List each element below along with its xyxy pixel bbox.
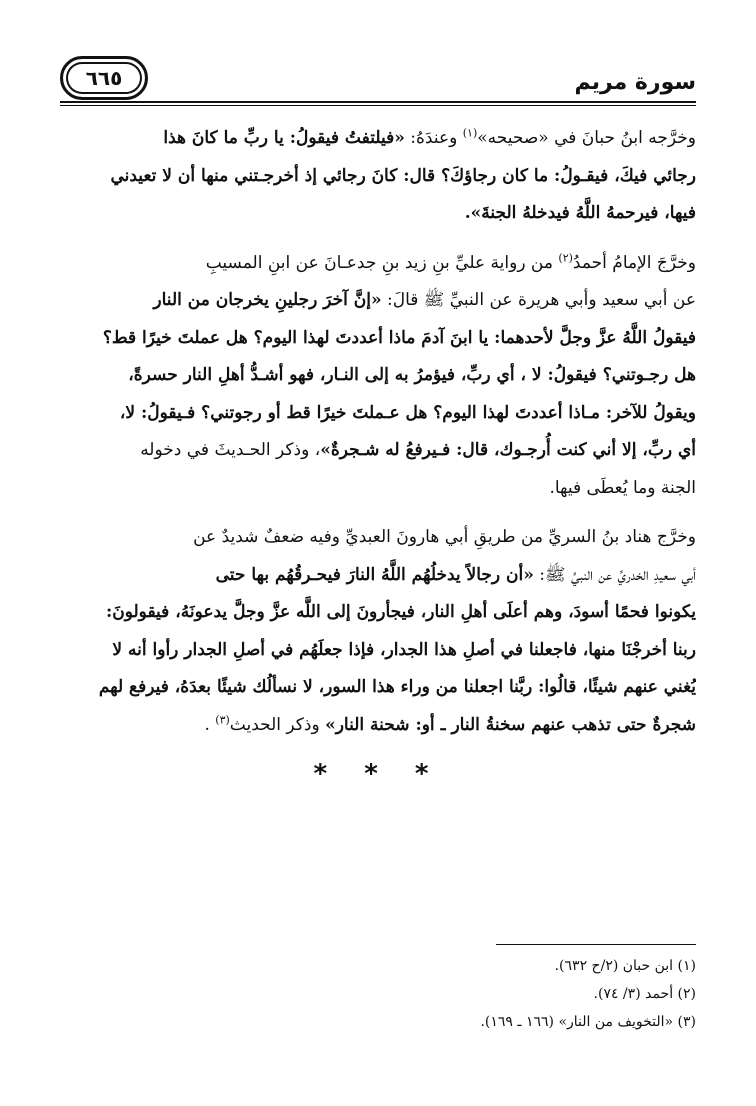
text-span: من رواية عليِّ بنِ زيد بنِ جدعـانَ عن ابنِ المسيبِ xyxy=(205,252,559,273)
text-line xyxy=(60,120,696,158)
hadith-line: رجائي فيكَ، فيقـولُ: ما كان رجاؤكَ؟ قال: كانَ رجائي إذ أخرجـتني منها أن لا تعيدني xyxy=(110,165,696,186)
hadith-line: يكونوا فحمًا أسودَ، وهم أعلَى أهلِ النار، فيجأرونَ إلى اللَّه عزَّ وجلَّ يدعونَهُ، فيقولونَ: xyxy=(105,602,696,622)
text-line xyxy=(60,432,696,470)
footnote-ref-2: (٢) xyxy=(558,250,573,264)
body-text xyxy=(60,120,696,796)
hadith-line: فيها، فيرحمهُ اللَّهُ فيدخلهُ الجنةَ». xyxy=(464,203,696,223)
text-span: وعندَهُ: xyxy=(404,128,463,148)
text-span: وخرَّجَ الإمامُ أحمدُ xyxy=(572,252,696,273)
book-page xyxy=(60,58,696,1106)
section-separator: * * * xyxy=(313,759,443,789)
footnote-1: (١) ابن حبان (٢/ح ٦٣٢). xyxy=(554,958,696,974)
page-number: ٦٦٥ xyxy=(85,66,123,90)
text-span: وذكر الحديث xyxy=(229,714,326,735)
footnote-3: (٣) «التخويف من النار» (١٦٦ ـ ١٦٩). xyxy=(480,1014,696,1030)
hadith-line: هل رجـوتني؟ فيقولُ: لا ، أي ربِّ، فيؤمرُ به إلى النـار، فهو أشـدُّ أهلِ النار حسرةً، xyxy=(128,365,696,385)
footnote-ref-3: (٣) xyxy=(215,712,230,726)
paragraph-3 xyxy=(60,519,696,744)
footnote-2: (٢) أحمد (٣/ ٧٤). xyxy=(593,986,696,1002)
running-header xyxy=(60,58,696,102)
text-span: . xyxy=(204,714,216,735)
text-span: وخرَّجه ابنُ حبانَ في «صحيحه» xyxy=(477,128,696,148)
paragraph-1 xyxy=(60,120,696,233)
text-span: ، وذكر الحـديثَ في دخوله xyxy=(140,440,321,460)
text-line xyxy=(60,282,696,320)
hadith-text: شجرةٌ حتى تذهب عنهم سخنةُ النار ـ أو: شحنة النار» xyxy=(325,714,696,735)
text-span: أبي سعيدِ الخدريِّ عن النبيِّ ﷺ: xyxy=(533,564,696,585)
hadith-line: ويقولُ للآخر: مـاذا أعددتَ لهذا اليوم؟ هل عـملتَ خيرًا قط أو رجوتني؟ فـيقولُ: لا، xyxy=(119,402,696,423)
footnotes xyxy=(60,952,696,1036)
text-line: الجنة وما يُعطَى فيها. xyxy=(549,477,696,498)
hadith-text: «فيلتفتُ فيقولُ: يا ربِّ ما كانَ هذا xyxy=(163,128,405,148)
paragraph-2 xyxy=(60,245,696,508)
hadith-line: يُغني عنهم شيئًا، قالُوا: ربَّنا اجعلنا من وراء هذا السور، لا نسألُك شيئًا بعدَهُ، فيرفع لهم xyxy=(98,677,696,697)
text-line xyxy=(60,245,696,283)
hadith-text: «أن رجالاً يدخلُهُم اللَّهُ النارَ فيحـرقُهُم بها حتى xyxy=(215,564,534,585)
text-span: عن أبي سعيد وأبي هريرة عن النبيِّ ﷺ قالَ: xyxy=(381,290,696,310)
footnote-ref-1: (١) xyxy=(462,126,478,140)
page-number-badge xyxy=(60,56,148,100)
hadith-line: ربنا أخرجْنَا منها، فاجعلنا في أصلِ هذا الجدار، فإذا جعلَهُم في أصلِ الجدار رأوا أنه لا xyxy=(112,639,696,660)
hadith-text: «إنَّ آخرَ رجلينِ يخرجان من النار xyxy=(153,290,382,310)
text-line: وخرَّج هناد بنُ السريِّ من طريقِ أبي هارونَ العبديِّ وفيه ضعفٌ شديدٌ عن xyxy=(193,527,696,547)
header-rule xyxy=(60,101,696,106)
text-line xyxy=(60,557,696,595)
text-line xyxy=(60,707,696,745)
hadith-line: فيقولُ اللَّهُ عزَّ وجلَّ لأحدهما: يا ابنَ آدمَ ماذا أعددتَ لهذا اليوم؟ هل عملتَ خيرًا قط؟ xyxy=(102,327,696,348)
surah-title: سورة مريم xyxy=(574,70,696,95)
footnote-rule xyxy=(496,944,696,945)
hadith-text: أي ربِّ، إلا أني كنت أُرجـوك، قال: فـيرفعُ له شـجرةٌ» xyxy=(320,440,696,460)
